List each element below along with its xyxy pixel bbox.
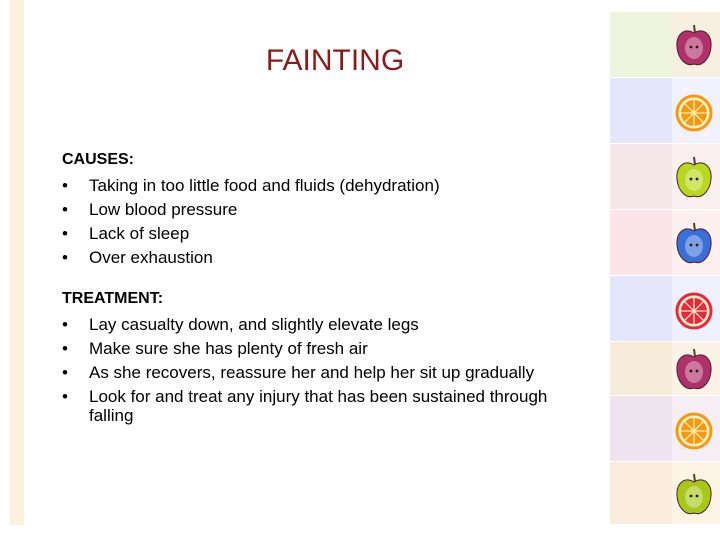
- list-item-text: Low blood pressure: [89, 200, 238, 219]
- list-item: [62, 224, 582, 243]
- bullet-icon: •: [62, 176, 68, 195]
- bullet-icon: •: [62, 339, 68, 358]
- orange-slice-icon: [674, 405, 714, 453]
- list-item: [62, 248, 582, 267]
- slide-title: FAINTING: [265, 44, 405, 77]
- causes-list: [62, 176, 582, 267]
- list-item: [62, 315, 582, 334]
- fruit-decor-panel: [610, 12, 720, 525]
- list-item: [62, 339, 582, 358]
- causes-heading: CAUSES:: [62, 151, 135, 168]
- decor-tile: [610, 462, 672, 524]
- list-item: [62, 176, 582, 195]
- decor-tile: [610, 144, 672, 209]
- list-item-text: As she recovers, reassure her and help her sit up gradually: [89, 363, 535, 382]
- apple-red-icon: [674, 21, 714, 69]
- apple-blue-icon: [674, 219, 714, 267]
- list-item-text: Lack of sleep: [89, 224, 190, 243]
- list-item: [62, 387, 582, 425]
- bullet-icon: •: [62, 387, 68, 406]
- decor-tile: [610, 396, 672, 461]
- list-item-text: Lay casualty down, and slightly elevate legs: [89, 315, 419, 334]
- decor-tile: [610, 12, 672, 77]
- bullet-icon: •: [62, 363, 68, 382]
- bullet-icon: •: [62, 315, 68, 334]
- list-item-text: Look for and treat any injury that has been sustained through falling: [89, 387, 548, 425]
- list-item-text: Over exhaustion: [89, 248, 213, 267]
- bullet-icon: •: [62, 248, 68, 267]
- bullet-icon: •: [62, 200, 68, 219]
- apple-green-icon: [674, 153, 714, 201]
- treatment-heading: TREATMENT:: [62, 290, 164, 307]
- grapefruit-slice-icon: [674, 285, 714, 333]
- decor-tile: [610, 78, 672, 143]
- list-item-text: Make sure she has plenty of fresh air: [89, 339, 368, 358]
- slide-body: [62, 150, 582, 430]
- bullet-icon: •: [62, 224, 68, 243]
- decor-tile: [610, 276, 672, 341]
- orange-slice-icon: [674, 87, 714, 135]
- apple-green-icon: [674, 470, 714, 518]
- list-item: [62, 363, 582, 382]
- list-item-text: Taking in too little food and fluids (dehydration): [89, 176, 440, 195]
- apple-red-icon: [674, 345, 714, 393]
- treatment-list: [62, 315, 582, 425]
- decor-tile: [610, 342, 672, 395]
- decor-tile: [610, 210, 672, 275]
- list-item: [62, 200, 582, 219]
- left-decor-stripe: [10, 0, 24, 525]
